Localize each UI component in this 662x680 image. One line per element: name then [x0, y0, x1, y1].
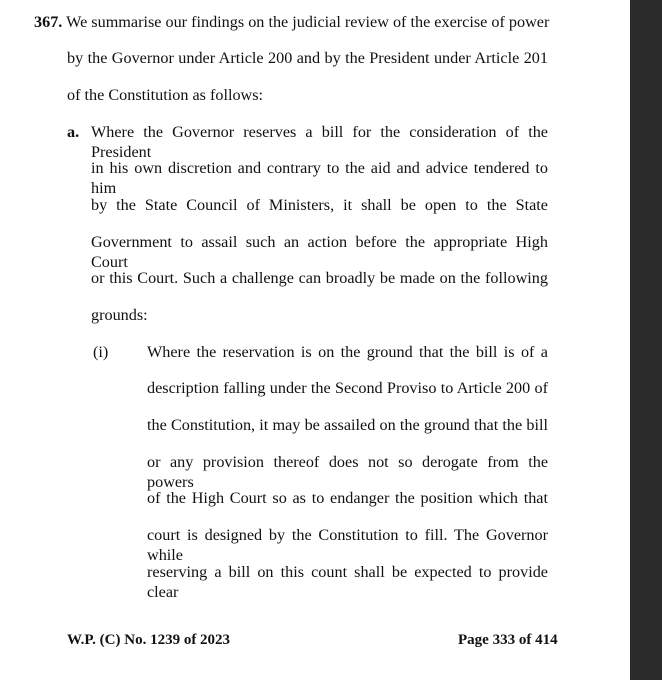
item-text: Where the reservation is on the ground that the bill is of a: [147, 343, 548, 361]
item-text: grounds:: [91, 306, 148, 324]
item-text: description falling under the Second Proviso to Article 200 of: [147, 379, 548, 397]
item-text: the Constitution, it may be assailed on the ground that the bill: [147, 416, 548, 434]
paragraph-number: 367.: [34, 13, 63, 31]
item-text: Where the Governor reserves a bill for the consideration of the President: [91, 123, 548, 161]
viewer-scrollbar[interactable]: [630, 0, 662, 680]
item-text: reserving a bill on this count shall be expected to provide clear: [147, 563, 548, 601]
item-text: court is designed by the Constitution to fill. The Governor while: [147, 526, 548, 564]
paragraph-line-2: [67, 48, 548, 68]
item-a-line-4: [91, 232, 548, 272]
item-text: or any provision thereof does not so derogate from the powers: [147, 453, 548, 491]
item-text: Government to assail such an action before the appropriate High Court: [91, 233, 548, 271]
item-i-line-5: [147, 488, 548, 508]
item-a-line-2: [91, 158, 548, 198]
item-text: of the High Court so as to endanger the position which that: [147, 489, 548, 507]
paragraph-text: of the Constitution as follows:: [67, 86, 264, 104]
footer-page-info: Page 333 of 414: [458, 632, 558, 648]
item-a-line-5: [91, 268, 548, 288]
item-label: a.: [67, 123, 80, 141]
item-a-line-1: [91, 122, 548, 162]
item-i-line-1: [147, 342, 548, 362]
footer-case-number: W.P. (C) No. 1239 of 2023: [67, 632, 231, 648]
item-text: in his own discretion and contrary to the aid and advice tendered to him: [91, 159, 548, 197]
paragraph-text: We summarise our findings on the judicial review of the exercise of power: [66, 13, 550, 31]
item-a-label: [67, 122, 79, 142]
item-i-line-3: [147, 415, 548, 435]
item-i-line-2: [147, 378, 548, 398]
item-a-line-6: [91, 305, 148, 325]
item-text: by the State Council of Ministers, it shall be open to the State: [91, 196, 548, 214]
item-i-line-6: [147, 525, 548, 565]
item-i-label: [93, 342, 108, 362]
item-a-line-3: [91, 195, 548, 215]
paragraph-line-3: [67, 85, 263, 105]
paragraph-text: by the Governor under Article 200 and by the President under Article 201: [67, 49, 548, 67]
item-i-line-7: [147, 562, 548, 602]
item-label: (i): [93, 343, 109, 361]
item-i-line-4: [147, 452, 548, 492]
paragraph-line-1: [34, 12, 549, 32]
item-text: or this Court. Such a challenge can broadly be made on the following: [91, 269, 548, 287]
